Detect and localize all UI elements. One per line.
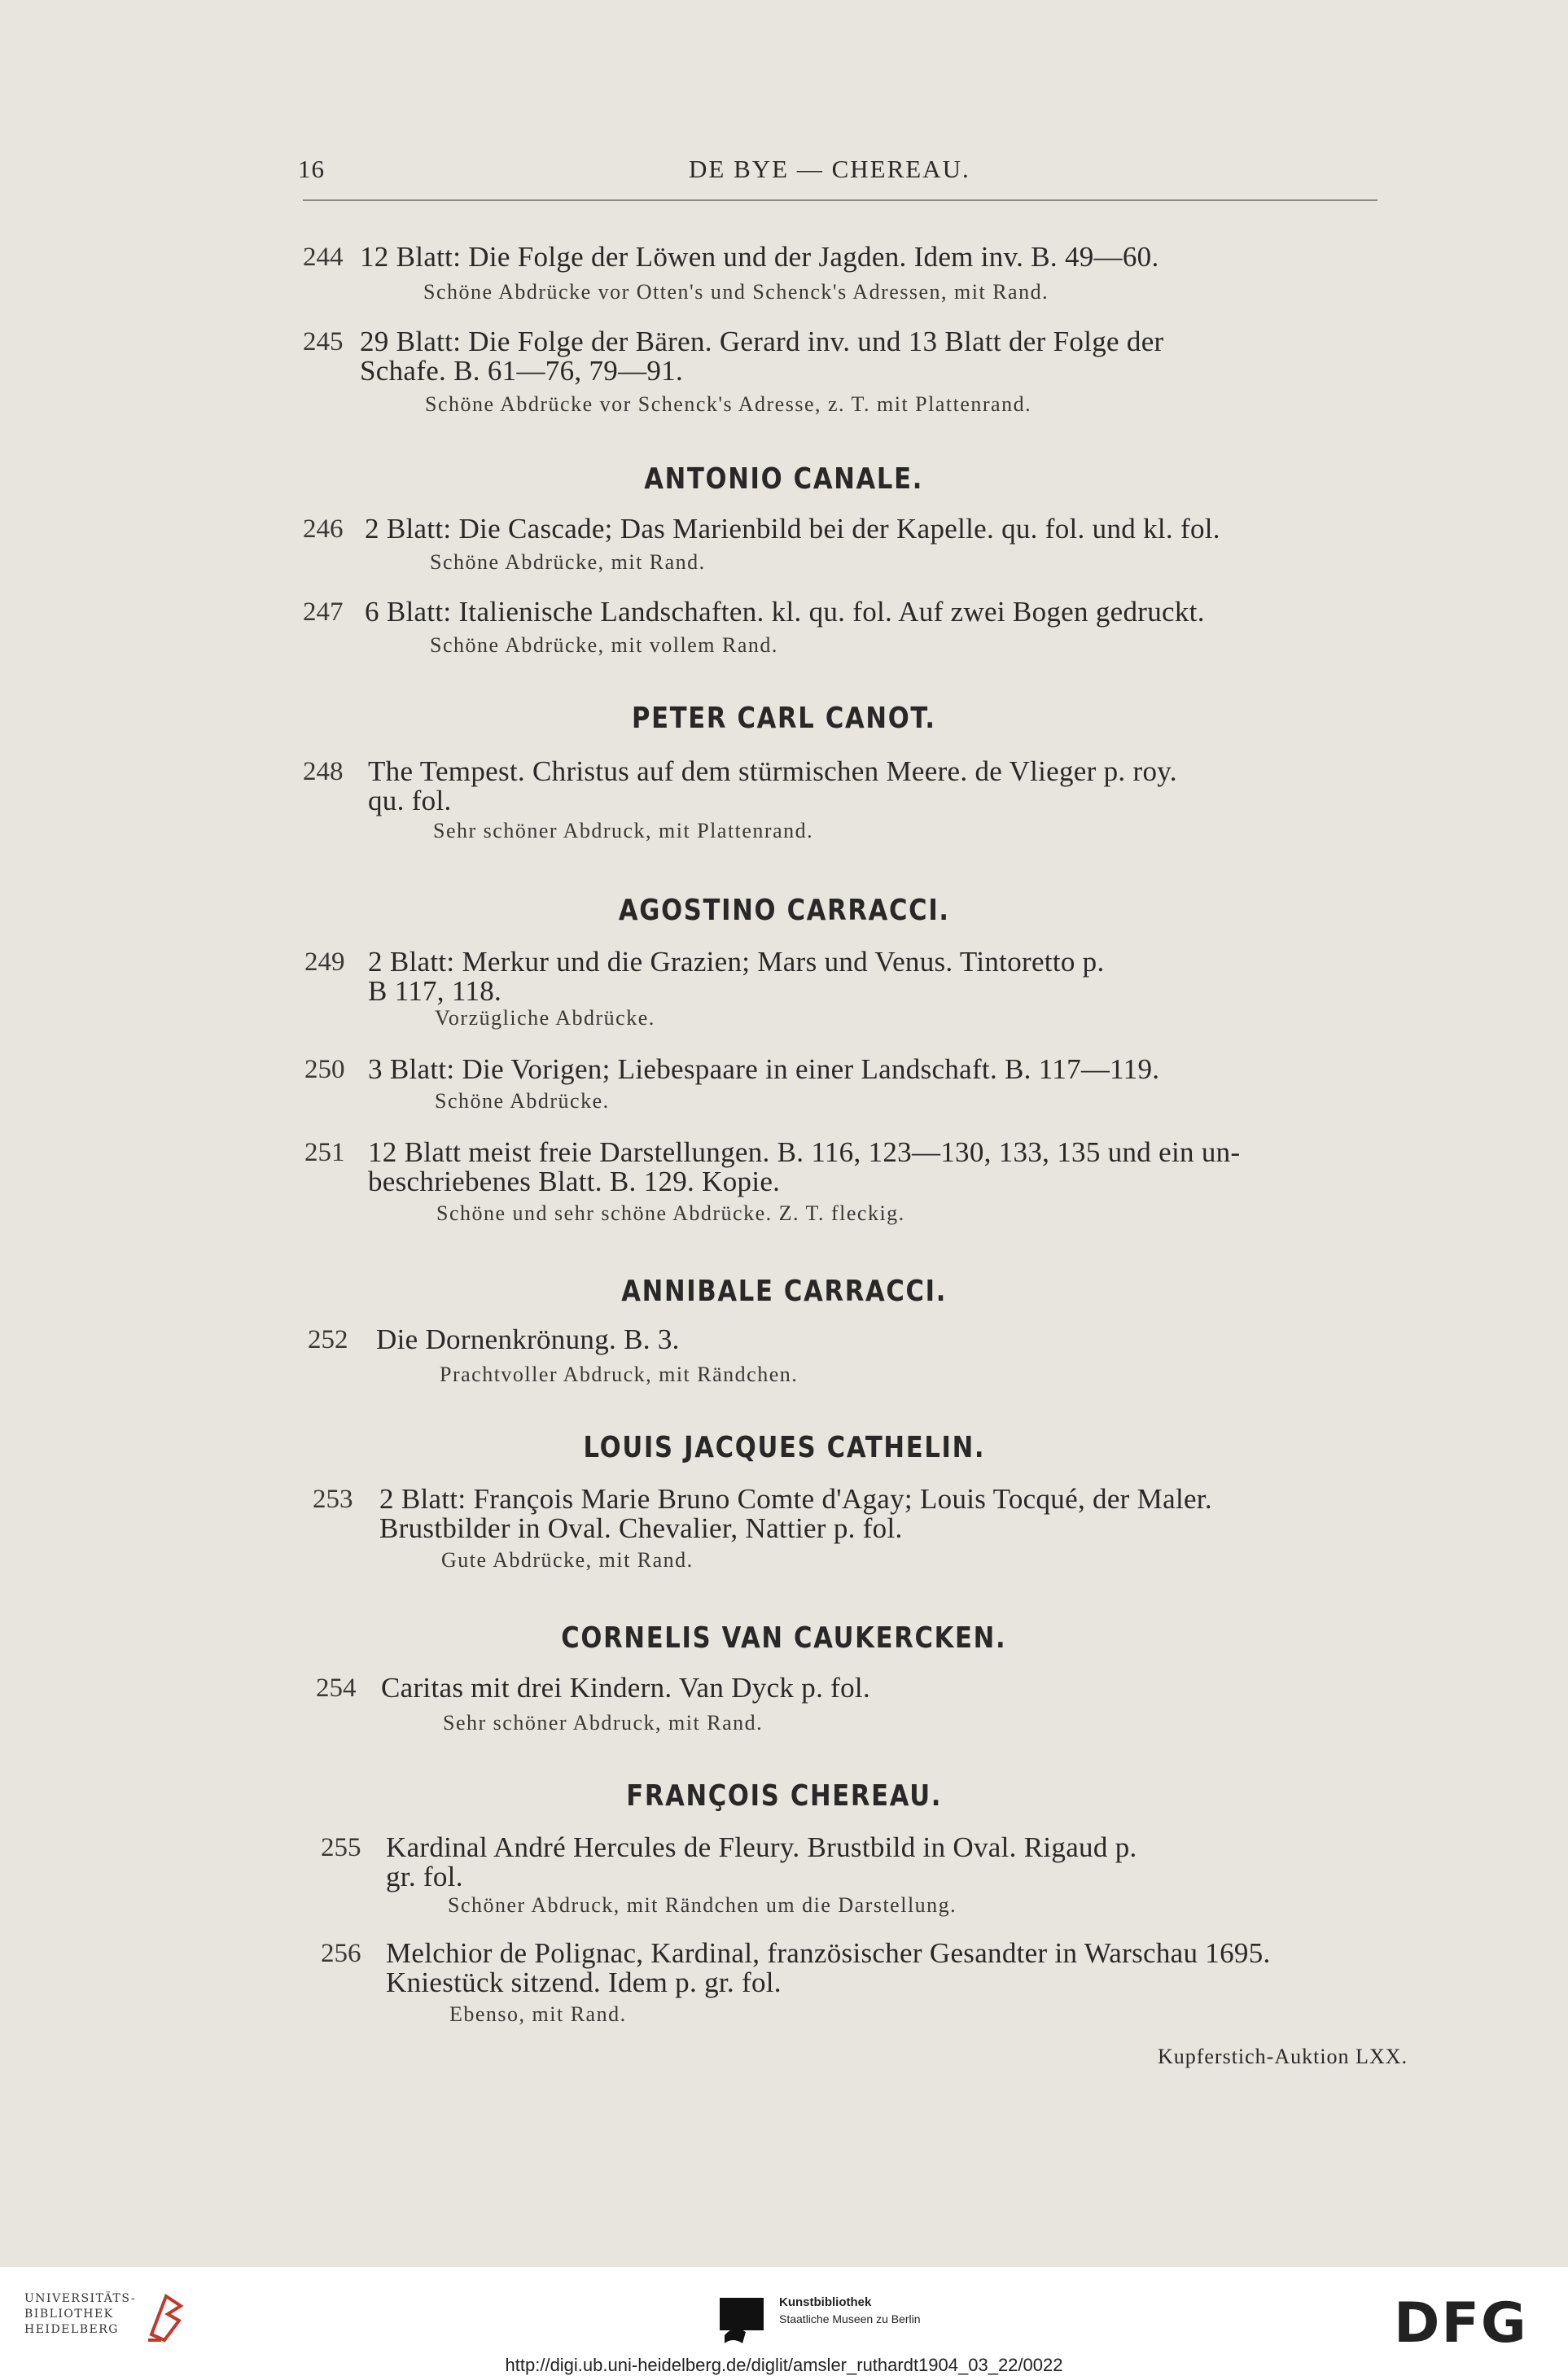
lot-description: 29 Blatt: Die Folge der Bären. Gerard inv. und 13 Blatt der Folge der (360, 326, 1164, 357)
lot-number: 247 (303, 597, 344, 627)
lot-condition-note: Sehr schöner Abdruck, mit Rand. (443, 1711, 764, 1735)
lot-condition-note: Schöne und sehr schöne Abdrücke. Z. T. fleckig. (436, 1201, 905, 1225)
lot-condition-note: Schöne Abdrücke, mit Rand. (430, 550, 706, 574)
ub-heidelberg-logo-text[interactable]: UNIVERSITÄTS- BIBLIOTHEK HEIDELBERG (24, 2292, 137, 2336)
lot-condition-note: Vorzügliche Abdrücke. (435, 1006, 655, 1030)
lot-condition-note: Sehr schöner Abdruck, mit Plattenrand. (433, 819, 814, 842)
lot-number: 250 (304, 1055, 345, 1084)
kunstbibliothek-logo-icon[interactable] (718, 2296, 765, 2345)
lot-number: 254 (316, 1673, 357, 1703)
page-number: 16 (298, 155, 325, 183)
lot-number: 253 (313, 1485, 353, 1514)
lot-description: 2 Blatt: Merkur und die Grazien; Mars und Venus. Tintoretto p. (368, 946, 1105, 978)
lot-description: 3 Blatt: Die Vorigen; Liebespaare in einer Landschaft. B. 117—119. (368, 1053, 1160, 1085)
lot-description: 2 Blatt: François Marie Bruno Comte d'Agay; Louis Tocqué, der Maler. (379, 1483, 1212, 1515)
lot-condition-note: Schöne Abdrücke. (435, 1089, 610, 1113)
lot-number: 244 (303, 243, 344, 272)
header-rule (303, 199, 1377, 201)
artist-heading: ANTONIO CANALE. (644, 462, 924, 496)
artist-heading: ANNIBALE CARRACCI. (621, 1275, 947, 1308)
ub-heidelberg-emblem-icon[interactable] (143, 2290, 189, 2347)
lot-number: 249 (304, 947, 345, 977)
lot-number: 255 (321, 1833, 361, 1862)
dfg-logo[interactable]: DFG (1394, 2291, 1528, 2356)
running-head (298, 155, 1377, 203)
lot-description: Melchior de Polignac, Kardinal, französischer Gesandter in Warschau 1695. (386, 1937, 1271, 1969)
catalog-footer-note: Kupferstich-Auktion LXX. (1157, 2045, 1408, 2068)
lot-description: Caritas mit drei Kindern. Van Dyck p. fol. (381, 1672, 871, 1704)
lot-description: Die Dornenkrönung. B. 3. (376, 1323, 680, 1355)
artist-heading: LOUIS JACQUES CATHELIN. (583, 1431, 985, 1464)
artist-heading: FRANÇOIS CHEREAU. (626, 1779, 942, 1813)
lot-description-cont: gr. fol. (386, 1861, 463, 1892)
lot-condition-note: Schöne Abdrücke, mit vollem Rand. (430, 633, 778, 657)
lot-description: Kardinal André Hercules de Fleury. Brustbild in Oval. Rigaud p. (386, 1831, 1137, 1863)
lot-number: 245 (303, 327, 344, 357)
lot-description-cont: qu. fol. (368, 785, 452, 816)
lot-number: 256 (321, 1939, 361, 1968)
artist-heading: CORNELIS VAN CAUKERCKEN. (561, 1621, 1007, 1655)
lot-description-cont: Brustbilder in Oval. Chevalier, Nattier p. fol. (379, 1512, 903, 1544)
permalink-url[interactable]: http://digi.ub.uni-heidelberg.de/diglit/amsler_ruthardt1904_03_22/0022 (505, 2355, 1063, 2375)
lot-number: 251 (304, 1138, 345, 1167)
lot-number: 252 (308, 1325, 348, 1354)
lot-description: 6 Blatt: Italienische Landschaften. kl. qu. fol. Auf zwei Bogen gedruckt. (365, 596, 1205, 628)
running-title: DE BYE — CHEREAU. (689, 155, 970, 183)
lot-description-cont: beschriebenes Blatt. B. 129. Kopie. (368, 1166, 781, 1197)
artist-heading: PETER CARL CANOT. (632, 702, 936, 735)
lot-condition-note: Prachtvoller Abdruck, mit Rändchen. (440, 1363, 799, 1386)
lot-description: 12 Blatt meist freie Darstellungen. B. 116, 123—130, 133, 135 und ein un- (368, 1136, 1241, 1168)
digitization-banner (0, 2267, 1568, 2380)
lot-condition-note: Schöne Abdrücke vor Schenck's Adresse, z. T. mit Plattenrand. (425, 392, 1032, 416)
lot-number: 246 (303, 514, 344, 544)
kunstbibliothek-label: Kunstbibliothek Staatliche Museen zu Berlin (779, 2295, 921, 2325)
lot-description: 2 Blatt: Die Cascade; Das Marienbild bei der Kapelle. qu. fol. und kl. fol. (365, 513, 1220, 545)
lot-description-cont: Schafe. B. 61—76, 79—91. (360, 355, 684, 387)
lot-condition-note: Schöne Abdrücke vor Otten's und Schenck's Adressen, mit Rand. (423, 280, 1049, 304)
lot-description: 12 Blatt: Die Folge der Löwen und der Jagden. Idem inv. B. 49—60. (360, 241, 1159, 273)
lot-condition-note: Gute Abdrücke, mit Rand. (441, 1548, 694, 1572)
lot-description: The Tempest. Christus auf dem stürmischen Meere. de Vlieger p. roy. (368, 755, 1177, 787)
lot-description-cont: Kniestück sitzend. Idem p. gr. fol. (386, 1967, 782, 1998)
lot-condition-note: Schöner Abdruck, mit Rändchen um die Darstellung. (448, 1893, 957, 1917)
lot-condition-note: Ebenso, mit Rand. (449, 2002, 627, 2026)
lot-number: 248 (303, 757, 344, 786)
artist-heading: AGOSTINO CARRACCI. (618, 894, 950, 927)
lot-description-cont: B 117, 118. (368, 975, 502, 1007)
